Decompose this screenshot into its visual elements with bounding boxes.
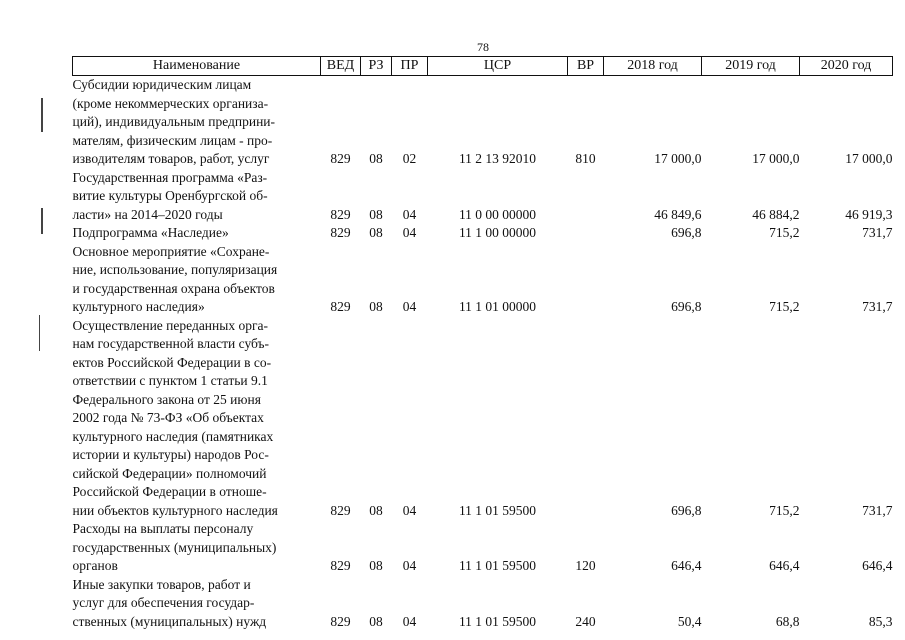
cell-rz: 08 [369, 225, 383, 240]
margin-mark [41, 98, 43, 132]
row-name [73, 576, 321, 632]
row-name-line: Осуществление переданных орга- [72, 317, 268, 333]
header-2020: 2020 год [800, 57, 893, 76]
row-name-line: Иные закупки товаров, работ и [72, 576, 251, 592]
cell-y2020: 46 919,3 [845, 206, 893, 222]
cell-y2020: 731,7 [862, 502, 893, 518]
cell-y2019: 715,2 [769, 502, 800, 518]
row-name-line: нии объектов культурного наследия [72, 502, 278, 518]
cell-y2019: 715,2 [769, 299, 800, 314]
cell-ved: 829 [330, 206, 351, 222]
cell-pr: 04 [402, 299, 417, 314]
cell-y2020: 17 000,0 [845, 151, 893, 166]
cell-y2018: 17 000,0 [654, 151, 702, 166]
header-vr: ВР [568, 57, 604, 76]
cell-vr [568, 224, 604, 243]
page-number: 78 [477, 40, 489, 54]
header-2019: 2019 год [702, 57, 800, 76]
cell-csr: 11 1 01 00000 [458, 299, 537, 314]
cell-csr: 11 1 01 59500 [458, 613, 537, 629]
row-name-line: Подпрограмма «Наследие» [72, 225, 229, 240]
cell-pr: 04 [402, 613, 417, 629]
cell-ved: 829 [330, 558, 351, 573]
table-row [73, 576, 893, 632]
row-name [73, 76, 321, 169]
cell-rz: 08 [369, 299, 383, 314]
row-name-line: услуг для обеспечения государ- [72, 595, 255, 610]
row-name-line: Федерального закона от 25 июня [72, 391, 261, 407]
cell-y2019: 46 884,2 [752, 206, 800, 222]
row-name-line: витие культуры Оренбургской об- [72, 188, 268, 203]
cell-vr: 240 [575, 613, 596, 629]
header-name: Наименование [73, 57, 321, 76]
row-name-line: ответствии с пунктом 1 статьи 9.1 [72, 373, 268, 388]
row-name-line: (кроме некоммерческих организа- [72, 95, 269, 111]
cell-y2018: 646,4 [671, 558, 702, 573]
cell-rz: 08 [369, 151, 383, 166]
row-name-line: Государственная программа «Раз- [72, 169, 268, 185]
cell-y2020: 85,3 [868, 613, 893, 629]
cell-y2020: 731,7 [862, 299, 893, 314]
cell-ved: 829 [330, 225, 351, 240]
cell-pr: 02 [402, 151, 417, 166]
cell-y2018: 46 849,6 [654, 206, 702, 222]
cell-ved: 829 [330, 299, 351, 314]
cell-ved: 829 [330, 613, 351, 629]
cell-y2018: 696,8 [671, 299, 702, 314]
row-name-line: Субсидии юридическим лицам [72, 77, 252, 92]
cell-y2018: 696,8 [671, 225, 702, 240]
row-name-line: истории и культуры) народов Рос- [72, 447, 269, 462]
cell-csr: 11 1 01 59500 [458, 558, 537, 573]
row-name-line: Российской Федерации в отноше- [72, 484, 267, 499]
cell-pr: 04 [402, 502, 417, 518]
cell-y2020: 731,7 [862, 225, 893, 240]
table-header-row [73, 57, 893, 76]
table-row [73, 169, 893, 225]
table-row [73, 317, 893, 521]
cell-rz: 08 [369, 613, 383, 629]
cell-csr: 11 1 01 59500 [458, 502, 537, 518]
header-rz: РЗ [361, 57, 392, 76]
row-name [73, 243, 321, 317]
row-name-line: сийской Федерации» полномочий [72, 465, 267, 481]
cell-pr: 04 [402, 225, 417, 240]
cell-y2020: 646,4 [862, 558, 893, 573]
cell-csr: 11 2 13 92010 [458, 151, 537, 166]
row-name-line: культурного наследия (памятниках [72, 428, 274, 444]
row-name-line: 2002 года № 73-ФЗ «Об объектах [72, 410, 264, 425]
cell-y2019: 17 000,0 [752, 151, 800, 166]
table-row [73, 520, 893, 576]
row-name-line: ций), индивидуальным предприни- [72, 114, 276, 129]
cell-csr: 11 1 00 00000 [458, 225, 537, 240]
cell-vr [568, 169, 604, 225]
cell-ved: 829 [330, 151, 351, 166]
cell-pr: 04 [402, 206, 417, 222]
cell-rz: 08 [369, 206, 383, 222]
row-name-line: ние, использование, популяризация [72, 262, 278, 277]
cell-vr: 810 [575, 151, 596, 166]
cell-y2018: 696,8 [671, 502, 702, 518]
row-name-line: ектов Российской Федерации в со- [72, 354, 272, 370]
budget-table [72, 56, 893, 631]
cell-y2019: 646,4 [769, 558, 800, 573]
cell-csr: 11 0 00 00000 [458, 206, 537, 222]
cell-ved: 829 [330, 502, 351, 518]
row-name-line: мателям, физическим лицам - про- [72, 132, 273, 148]
margin-mark [41, 208, 43, 234]
row-name-line: Расходы на выплаты персоналу [72, 521, 254, 536]
row-name [73, 520, 321, 576]
row-name-line: органов [72, 558, 118, 573]
cell-vr [568, 243, 604, 317]
table-body [73, 76, 893, 632]
cell-vr [568, 317, 604, 521]
row-name [73, 169, 321, 225]
margin-mark [39, 315, 40, 351]
row-name [73, 224, 321, 243]
header-pr: ПР [392, 57, 428, 76]
row-name-line: изводителям товаров, работ, услуг [72, 151, 270, 166]
table-row [73, 243, 893, 317]
cell-vr: 120 [575, 558, 596, 573]
row-name-line: государственных (муниципальных) [72, 539, 277, 555]
row-name-line: нам государственной власти субъ- [72, 336, 270, 351]
row-name-line: ласти» на 2014–2020 годы [72, 206, 223, 222]
cell-y2018: 50,4 [677, 613, 702, 629]
row-name [73, 317, 321, 521]
cell-y2019: 68,8 [775, 613, 800, 629]
row-name-line: Основное мероприятие «Сохране- [72, 243, 270, 259]
cell-rz: 08 [369, 558, 383, 573]
cell-y2019: 715,2 [769, 225, 800, 240]
row-name-line: и государственная охрана объектов [72, 280, 275, 296]
cell-rz: 08 [369, 502, 383, 518]
header-csr: ЦСР [428, 57, 568, 76]
row-name-line: культурного наследия» [72, 299, 205, 314]
cell-pr: 04 [402, 558, 417, 573]
table-row [73, 76, 893, 169]
table-row [73, 224, 893, 243]
row-name-line: ственных (муниципальных) нужд [72, 613, 267, 629]
header-ved: ВЕД [321, 57, 361, 76]
header-2018: 2018 год [604, 57, 702, 76]
